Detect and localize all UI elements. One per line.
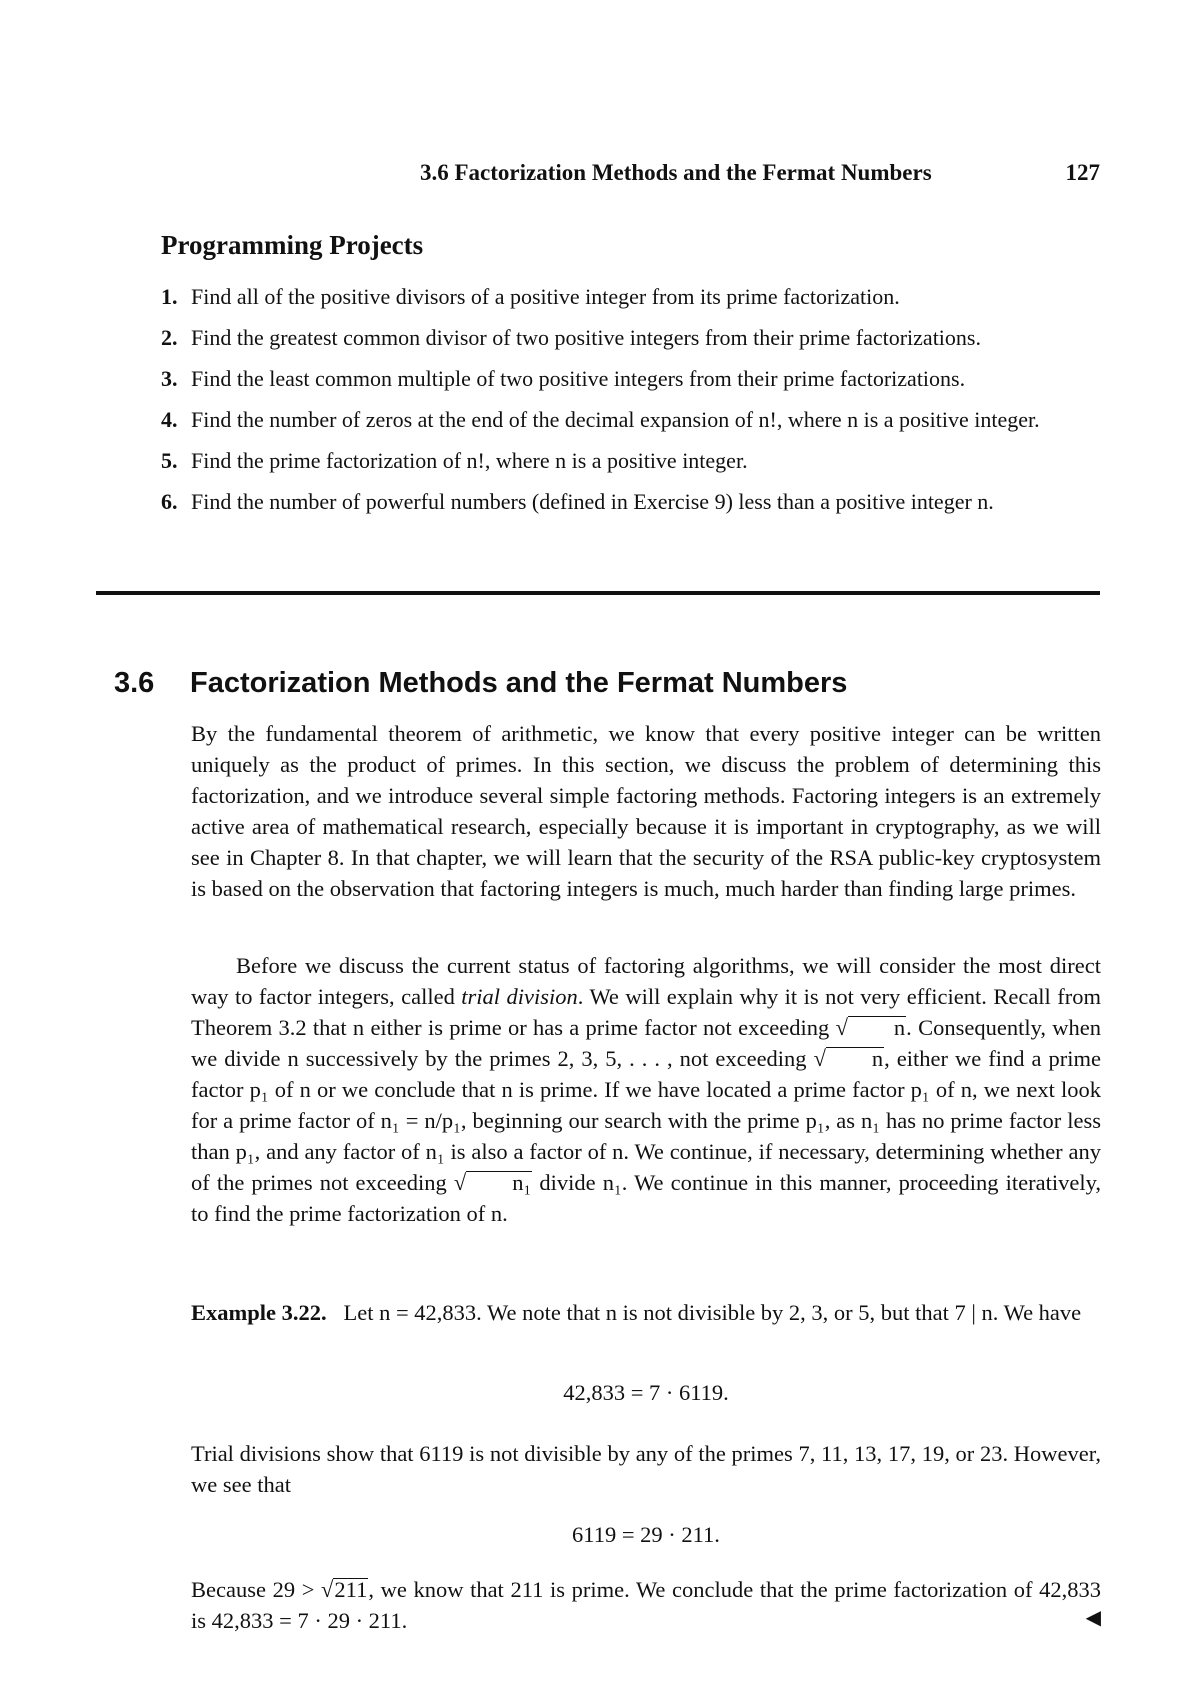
list-item-number: 3. (161, 366, 178, 391)
example-label: Example 3.22. (191, 1300, 327, 1325)
sqrt-sign: √ (453, 1170, 467, 1195)
trial-division-term: trial division (461, 984, 578, 1009)
equation-1: 42,833 = 7 · 6119. (563, 1380, 729, 1405)
list-item-text: Find all of the positive divisors of a positive integer from its prime factorization. (191, 284, 900, 309)
list-item-text: Find the greatest common divisor of two positive integers from their prime factorizations. (191, 325, 981, 350)
list-item (161, 364, 1101, 393)
running-head-title: 3.6 Factorization Methods and the Fermat Numbers (420, 160, 932, 185)
paragraph-text: Before we discuss the current status of factoring algorithms, we will consider the most direct way to factor integers, called (191, 953, 1101, 1009)
list-item (161, 446, 1101, 475)
sqrt-sign: √ (813, 1046, 826, 1071)
list-item (161, 487, 1101, 516)
end-of-example-marker: ◀ (1085, 1607, 1101, 1629)
paragraph-text: . We will explain why it is not very efficient. Recall from Theorem 3.2 that n either is prime or has a prime factor not exceeding (191, 984, 1102, 1040)
section-paragraph-2 (191, 950, 1101, 1229)
sqrt-radicand: n (826, 1047, 884, 1070)
section-heading (114, 667, 1114, 700)
list-item-number: 4. (161, 407, 178, 432)
example-conclusion (191, 1574, 1101, 1636)
paragraph-text: divide n₁. We continue in this manner, proceeding iteratively, to find the prime factorization of n. (191, 1170, 1101, 1226)
equation-2: 6119 = 29 · 211. (572, 1522, 720, 1547)
list-item-text: Find the number of powerful numbers (defined in Exercise 9) less than a positive integer n. (191, 489, 994, 514)
list-item-text: Find the prime factorization of n!, where n is a positive integer. (191, 448, 748, 473)
example-intro (191, 1297, 1101, 1328)
list-item-number: 5. (161, 448, 178, 473)
example-text: Let n = 42,833. We note that n is not divisible by 2, 3, or 5, but that 7 | n. We have (343, 1300, 1082, 1325)
example-middle-text: Trial divisions show that 6119 is not divisible by any of the primes 7, 11, 13, 17, 19, or 23. However, we see that (191, 1441, 1101, 1497)
section-number: 3.6 (114, 667, 155, 699)
list-item-text: Find the number of zeros at the end of the decimal expansion of n!, where n is a positive integer. (191, 407, 1040, 432)
list-item-number: 6. (161, 489, 178, 514)
list-item (161, 323, 1101, 352)
section-divider (96, 591, 1100, 595)
section-title: Factorization Methods and the Fermat Numbers (190, 667, 848, 699)
sqrt-sign: √ (835, 1015, 848, 1040)
programming-projects-list (161, 282, 1101, 528)
conclusion-text: Because 29 > (191, 1577, 322, 1602)
sqrt-radicand: n (848, 1016, 906, 1039)
list-item-text: Find the least common multiple of two positive integers from their prime factorizations. (191, 366, 966, 391)
sqrt-radicand: n₁ (466, 1171, 532, 1194)
programming-projects-heading: Programming Projects (161, 230, 424, 260)
list-item-number: 2. (161, 325, 178, 350)
section-paragraph-1: By the fundamental theorem of arithmetic, we know that every positive integer can be written uniquely as the product of primes. In this section, we discuss the problem of determining this factorization, and we introduce several simple factoring methods. Factoring integers is an extremely active area of mathematical research, especially because it is important in cryptography, as we will see in Chapter 8. In that chapter, we will learn that the security of the RSA public-key cryptosystem is based on the observation that factoring integers is much, much harder than finding large primes. (191, 721, 1101, 901)
list-item (161, 405, 1101, 434)
sqrt-radicand: 211 (334, 1577, 368, 1602)
conclusion-text: , we know that 211 is prime. We conclude that the prime factorization of 42,833 is 42,833 = 7 · 29 · 211. (191, 1577, 1101, 1633)
paragraph-text: , either we find a prime factor p₁ of n or we conclude that n is prime. If we have located a prime factor p₁ of n, we next look for a prime factor of n₁ = n/p₁, beginning our search with the prime p₁, as n₁ has no prime factor less than p₁, and any factor of n₁ is also a factor of n. We continue, if necessary, determining whether any of the primes not exceeding (191, 1046, 1101, 1195)
list-item (161, 282, 1101, 311)
list-item-number: 1. (161, 284, 178, 309)
paragraph-text: . Consequently, when we divide n successively by the primes 2, 3, 5, . . . , not exceeding (191, 1015, 1101, 1071)
page-number: 127 (1065, 160, 1100, 185)
sqrt-sign: √ (321, 1577, 334, 1602)
